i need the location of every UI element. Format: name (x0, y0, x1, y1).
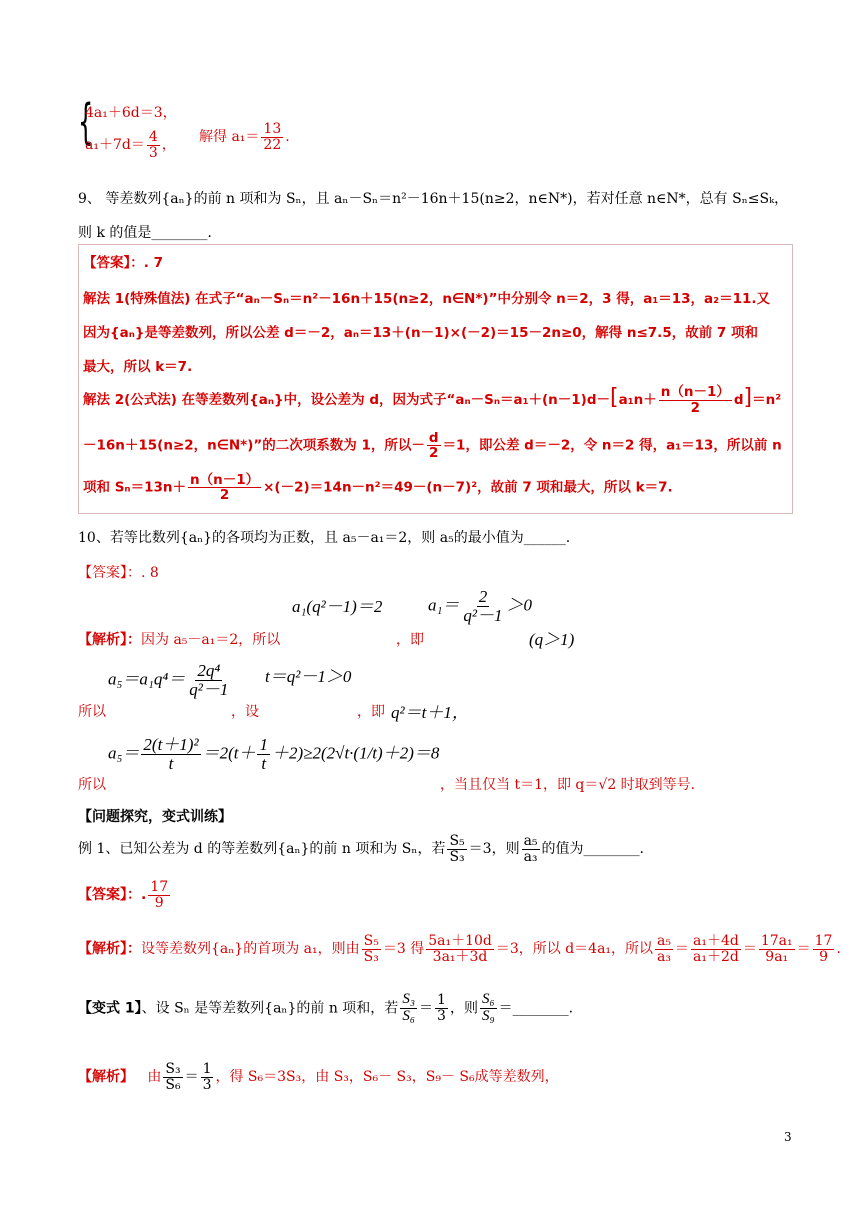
variant-1: 【变式 1】、设 Sₙ 是等差数列{aₙ}的前 n 项和，若 $\frac{\text{S₃}}{\text{S₆}}$ ＝ $\frac{1}{3}$ ，则 $\frac{\text{S₆}}{\text{S₉}}$ ＝________. (78, 991, 574, 1024)
system-solution: 解得 a₁＝ $\frac{13}{22}$ . (199, 121, 290, 153)
example-1-explanation: 【解析】：设等差数列{aₙ}的首项为 a₁，则由 $\frac{\text{S₅}}{\text{S₃}}$ ＝3 得 $\frac{\text{5a₁＋10d}}{\text{3a₁＋3d}}$ ＝3，所以 d＝4a₁，所以 $\frac{\text{a₅}}{\text{a₃}}$ ＝ $\frac{\text{a₁＋4d}}{\text{a₁＋2d}}$ ＝ $\frac{\text{17a₁}}{\text{9a₁}}$ ＝ $\frac{17}{9}$ . (78, 933, 841, 965)
q9-line1: 9、 等差数列{aₙ}的前 n 项和为 Sₙ，且 aₙ－Sₙ＝n²－16n＋15(n≥2，n∈N*)，若对任意 n∈N*，总有 Sₙ≤Sₖ， (78, 191, 789, 207)
left-brace: { (78, 94, 94, 150)
q9-line2: 则 k 的值是________. (78, 225, 212, 241)
explore-heading: 【问题探究，变式训练】 (78, 809, 232, 825)
answer-line-4: 解法 2(公式法) 在等差数列{aₙ}中，设公差为 d，因为式子“aₙ－Sₙ＝a₁＋(n－1)d－[a₁n＋ $\frac{n(n-1)}{2}$ d]＝n² (83, 384, 782, 416)
q10-she: ，设 (231, 704, 259, 720)
answer-line-3: 最大，所以 k＝7. (83, 359, 193, 375)
answer-line-2: 因为{aₙ}是等差数列，所以公差 d＝－2，aₙ＝13＋(n－1)×(－2)＝15－2n≥0，解得 n≤7.5，故前 7 项和 (83, 325, 758, 341)
example-1-answer: 【答案】：. $\frac{17}{9}$ (78, 879, 169, 911)
variant-1-explanation: 【解析】 由 $\frac{\text{S₃}}{\text{S₆}}$ ＝ $\frac{1}{3}$ ，得 S₆＝3S₃，由 S₃，S₆－ S₃，S₉－ S₆成等差数列， (78, 1061, 559, 1093)
formula-t-def: t＝q²－1＞0 (265, 667, 352, 686)
system-eq2: a₁＋7d＝ $\frac{4}{3}$ ， (85, 129, 176, 161)
page-number: 3 (784, 1130, 792, 1144)
q10-equality-condition: ，当且仅当 t＝1，即 q＝√2 时取到等号. (440, 777, 696, 793)
answer-heading: 【答案】：. 7 (83, 255, 163, 271)
q10-explanation: 【解析】：因为 a₅－a₁＝2，所以 (78, 632, 281, 648)
formula-q-squared: q²＝t＋1， (391, 703, 469, 722)
example-1: 例 1、已知公差为 d 的等差数列{aₙ}的前 n 项和为 Sₙ，若 $\frac{\text{S₅}}{\text{S₃}}$ ＝3，则 $\frac{\text{a₅}}{\text{a₃}}$ 的值为________. (78, 833, 644, 865)
answer-line-5: －16n＋15(n≥2，n∈N*)”的二次项系数为 1，所以－ $\frac{d}{2}$ ＝1，即公差 d＝－2，令 n＝2 得，a₁＝13，所以前 n (83, 430, 782, 462)
formula-a1-q: a₁(q²－1)＝2 (292, 597, 383, 616)
q10-line1: 10、若等比数列{aₙ}的各项均为正数，且 a₅－a₁＝2，则 a₅的最小值为______. (78, 530, 571, 546)
q10-suoyi-2: 所以 (78, 777, 106, 793)
formula-a5: a₅＝a₁q⁴＝ $\frac{\text{2q⁴}}{\text{q²－1}}$ (108, 661, 229, 699)
answer-line-1: 解法 1(特殊值法) 在式子“aₙ－Sₙ＝n²－16n＋15(n≥2，n∈N*)”中分别令 n＝2，3 得，a₁＝13，a₂＝11.又 (83, 291, 770, 307)
formula-a1-frac: a₁＝ $\frac{2}{\text{q²－1}}$ ＞0 (428, 587, 533, 625)
answer-box (78, 244, 793, 514)
q10-ji-2: ，即 (357, 704, 385, 720)
q10-ji: ，即 (396, 632, 424, 648)
formula-a5-min: a₅＝ $\frac{\text{2(t＋1)²}}{t}$ ＝2(t＋ $\frac{1}{t}$ ＋2)≥2(2√t·(1/t)＋2)＝8 (108, 735, 440, 773)
q10-suoyi-1: 所以 (78, 704, 106, 720)
q10-answer: 【答案】：. 8 (78, 565, 159, 581)
formula-q-gt-1: (q＞1) (529, 630, 575, 649)
answer-line-6: 项和 Sₙ＝13n＋ $\frac{n(n-1)}{2}$ ×(－2)＝14n－n²＝49－(n－7)²，故前 7 项和最大，所以 k＝7. (83, 472, 673, 504)
system-eq1: 4a₁＋6d＝3， (85, 105, 177, 121)
